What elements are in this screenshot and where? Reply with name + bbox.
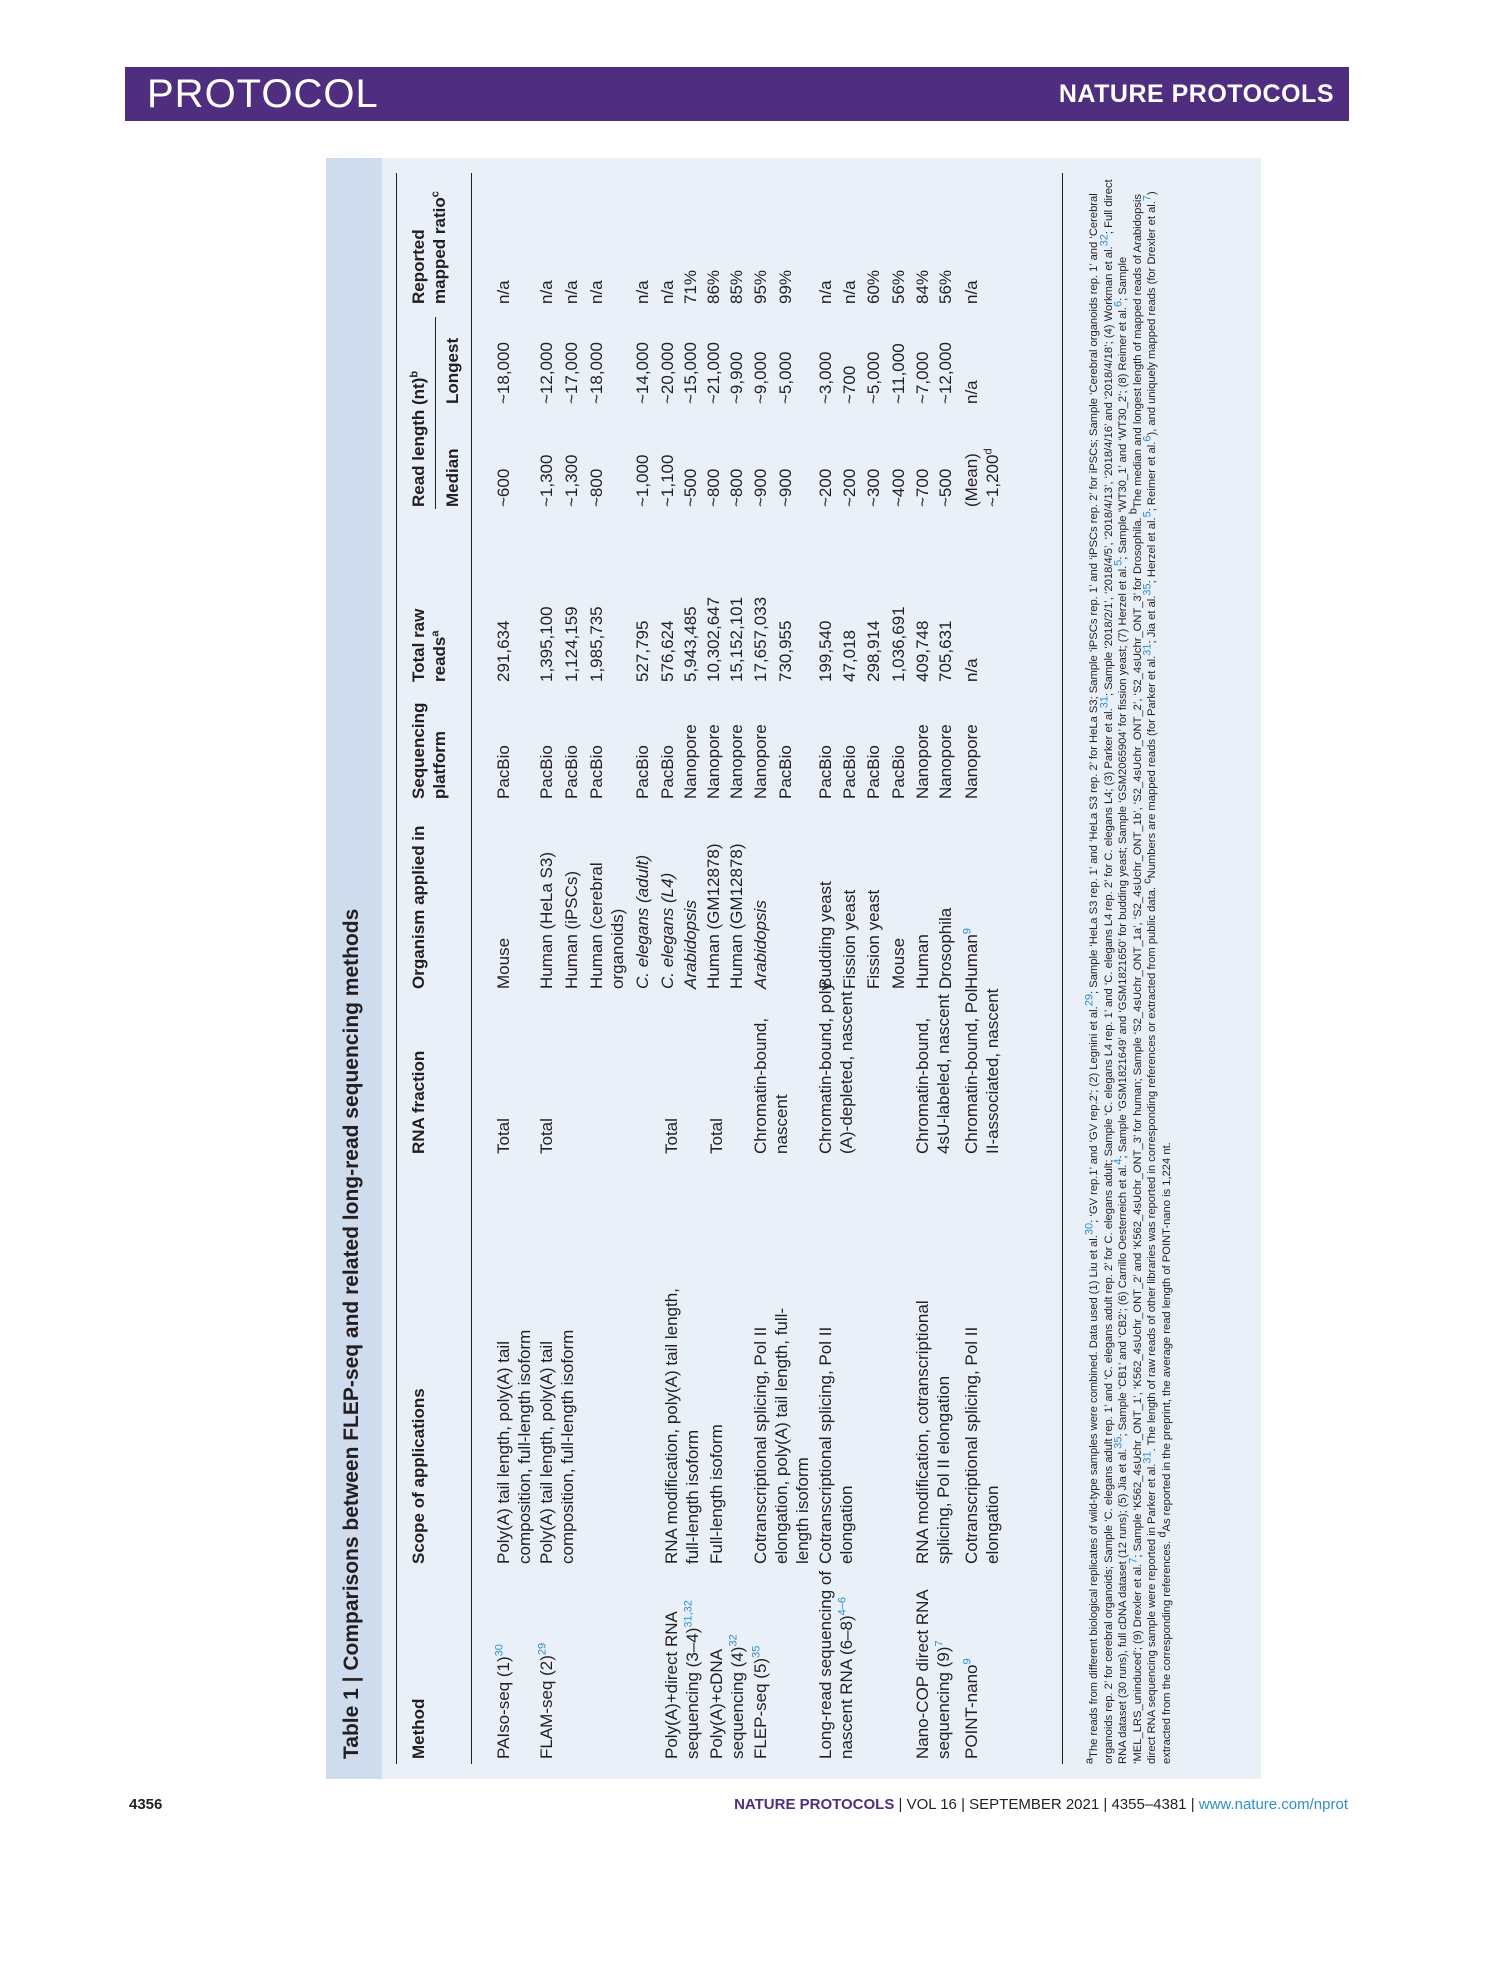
header-banner [125,67,1349,121]
fraction-flam-seq: Total [537,1118,556,1154]
method-polya-cdna: Poly(A)+cDNA sequencing (4)$^{32}$ [707,1634,747,1759]
scope-flep-seq: Cotranscriptional splicing, Pol II elongation, poly(A) tail length, full- length isoform [751,1307,812,1564]
organism: Human (GM12878) [704,843,723,989]
organism: Arabidopsis [681,900,700,989]
total-reads: 10,302,647 [704,596,723,682]
organism: Mouse [889,937,908,989]
longest-length: ~12,000 [537,342,556,404]
col-header-length: Read length (nt)$^b$ [408,370,428,507]
comparison-table [382,158,1077,1779]
col-header-fraction: RNA fraction [409,1050,428,1154]
fraction-long-read-nascent: Chromatin-bound, poly (A)-depleted, nascent [816,982,856,1154]
fraction-paiso-seq: Total [494,1118,513,1154]
fraction-point-nano: Chromatin-bound, Pol II-associated, nascent [962,988,1002,1154]
total-reads: 291,634 [494,620,513,682]
footer-journal: NATURE PROTOCOLS [734,1796,895,1813]
longest-length: ~11,000 [889,343,908,404]
col-header-reads: Total raw reads$^a$ [409,608,449,682]
mapped-ratio: n/a [658,280,677,304]
longest-length: ~18,000 [587,342,606,404]
mapped-ratio: 56% [889,269,908,304]
scope-paiso-seq: Poly(A) tail length, poly(A) tail composition, full-length isoform [494,1329,534,1564]
method-point-nano: POINT-nano$^9$ [961,1658,981,1759]
median-length: ~800 [587,468,606,507]
col-header-organism: Organism applied in [409,825,428,989]
platform: PacBio [537,745,556,799]
method-flep-seq: FLEP-seq (5)$^{35}$ [750,1645,770,1759]
median-length: ~1,000 [633,454,652,507]
mapped-ratio: n/a [562,280,581,304]
bottom-rule [1062,173,1063,1764]
platform: PacBio [587,745,606,799]
platform: PacBio [562,745,581,799]
longest-length: ~5,000 [864,351,883,404]
median-length: ~200 [816,468,835,507]
total-reads: 5,943,485 [681,606,700,682]
longest-length: ~17,000 [562,342,581,404]
median-length: ~200 [840,468,859,507]
platform: PacBio [658,745,677,799]
organism: Human (GM12878) [727,843,746,989]
mapped-ratio: n/a [840,280,859,304]
median-length: ~500 [936,468,955,507]
col-header-ratio: Reported mapped ratio$^c$ [409,191,449,304]
table-title: Table 1 | Comparisons between FLEP-seq and related long-read sequencing methods [340,908,363,1759]
organism: C. elegans (L4) [658,872,677,989]
rotated-table-panel [326,158,1261,1779]
col-header-platform: Sequencing platform [409,702,449,799]
median-length: (Mean) ~1,200$^d$ [962,448,1002,507]
total-reads: 705,631 [936,620,955,682]
organism: Human (iPSCs) [562,870,581,989]
table-footnotes [1077,158,1261,1779]
platform: Nanopore [727,724,746,799]
organism: Budding yeast [816,881,835,989]
total-reads: 1,124,159 [562,606,581,682]
longest-length: ~700 [840,365,859,404]
median-length: ~300 [864,468,883,507]
longest-length: ~5,000 [776,351,795,404]
col-header-scope: Scope of applications [409,1388,428,1564]
longest-length: ~7,000 [913,351,932,404]
platform: PacBio [889,745,908,799]
total-reads: 730,955 [776,620,795,682]
scope-point-nano: Cotranscriptional splicing, Pol II elongation [962,1326,1002,1564]
longest-length: ~14,000 [633,342,652,404]
platform: PacBio [633,745,652,799]
platform: PacBio [816,745,835,799]
footer-url-link[interactable]: www.nature.com/nprot [1198,1796,1348,1813]
col-header-longest: Longest [443,337,462,404]
total-reads: 1,985,735 [587,606,606,682]
longest-length: ~12,000 [936,342,955,404]
footer-volume: VOL 16 [906,1796,957,1813]
col-header-median: Median [443,448,462,507]
mapped-ratio: n/a [633,280,652,304]
mapped-ratio: 95% [751,269,770,304]
platform: Nanopore [681,724,700,799]
platform: PacBio [840,745,859,799]
organism: Human$^9$ [961,928,981,989]
top-rule [396,173,397,1764]
longest-length: n/a [962,380,981,404]
scope-polya-cdna: Full-length isoform [707,1424,726,1564]
organism: Human (cerebral organoids) [587,862,627,989]
longest-length: ~9,900 [727,351,746,404]
method-nano-cop: Nano-COP direct RNA sequencing (9)$^7$ [913,1589,953,1759]
journal-name: NATURE PROTOCOLS [1058,80,1334,108]
median-length: ~400 [889,468,908,507]
total-reads: 298,914 [864,620,883,682]
mapped-ratio: n/a [494,280,513,304]
organism: Drosophila [936,907,955,989]
method-polya-direct-rna: Poly(A)+direct RNA sequencing (3–4)$^{31,32}$ [662,1600,702,1759]
total-reads: 409,748 [913,620,932,682]
median-length: ~500 [681,468,700,507]
organism: Human (HeLa S3) [537,851,556,989]
scope-long-read-nascent: Cotranscriptional splicing, Pol II elongation [816,1326,856,1564]
platform: PacBio [776,745,795,799]
fraction-flep-seq: Chromatin-bound, nascent [751,1017,791,1154]
longest-length: ~20,000 [658,342,677,404]
organism: Fission yeast [840,889,859,989]
mapped-ratio: 85% [727,269,746,304]
mapped-ratio: 71% [681,269,700,304]
platform: PacBio [864,745,883,799]
total-reads: 15,152,101 [727,596,746,682]
platform: Nanopore [936,724,955,799]
mapped-ratio: n/a [962,280,981,304]
col-header-method: Method [409,1698,428,1759]
platform: PacBio [494,745,513,799]
total-reads: 527,795 [633,620,652,682]
median-length: ~600 [494,468,513,507]
page-footer: NATURE PROTOCOLS | VOL 16 | SEPTEMBER 2021 | 4355–4381 | www.nature.com/nprot [734,1796,1348,1813]
total-reads: n/a [962,658,981,682]
total-reads: 199,540 [816,620,835,682]
platform: Nanopore [751,724,770,799]
mapped-ratio: n/a [816,280,835,304]
total-reads: 17,657,033 [751,596,770,682]
longest-length: ~21,000 [704,342,723,404]
footnote-text: $^a$The reads from different biological replicates of wild-type samples were combined. Data used (1) Liu et al.$^{30}$; ‘GV rep.1’ and ‘GV rep.2’; (2) Legnini et al.$^{29}$; Sample ‘HeLa S3 rep. 1’ and ‘HeLa S3 rep. 2’ for HeLa S3; Sample ‘iPSCs rep. 1’ and ‘iPSCs rep. 2’ for iPSCs; Sample ‘Cerebral organoids rep. 1’ and ‘Cerebral organoids rep. 2’ for cerebral organoids; Sample ‘C. elegans adult rep. 1’ and ‘C. elegans adult rep. 2’ for C. elegans adult; Sample ‘C. elegans L4 rep. 1’ and ‘C. elegans L4 rep. 2’ for C. elegans L4; (3) Parker et al.$^{31}$; Sample ‘2018/2/1’, ‘2018/4/5’, ‘2018/4/13’, ‘2018/4/16’ and ‘2018/4/18’; (4) Workman et al.$^{32}$; Full direct RNA dataset (30 runs), full cDNA dataset (12 runs); (5) Jia et al.$^{35}$; Sample ‘CB1’ and ‘CB2’; (6) Carrillo Oesterreich et al.$^4$; Sample ‘GSM1821649’ and ‘GSM1821650’ for budding yeast; Sample ‘GSM2065904’ for fission yeast; (7) Herzel et al.$^5$; Sample ‘WT30_1’ and ‘WT30_2’; (8) Reimer et al.$^6$; Sample ‘MEL_LRS_uninduced’; (9) Drexler et al.$^7$; Sample ‘K562_4sUchr_ONT_1’, ‘K562_4sUchr_ONT_2’ and ‘K562_4sUchr_ONT_3’ for human; Sample ‘S2_4sUchr_ONT_1a’, ‘S2_4sUchr_ONT_1b’, ‘S2_4sUchr_ONT_2’, ‘S2_4sUchr_ONT_3’ for Drosophila. $^b$The median and longest length of mapped reads of Arabidopsis direct RNA sequencing sample were reported in Parker et al.$^{31}$. The length of raw reads of other libraries was reported in corresponding references or extracted from public data. $^c$Numbers are mapped reads (for Parker et al.$^{31}$; Jia et al.$^{35}$; Herzel et al.$^5$; Reimer et al.$^6$), and uniquely mapped reads (for Drexler et al.$^7$) extracted from the corresponding references. $^d$As reported in the preprint, the average read length of POINT-nano is 1,224 nt. [1083,179,1173,1764]
organism: Mouse [494,937,513,989]
median-length: ~800 [704,468,723,507]
organism: Human [913,934,932,989]
platform: Nanopore [913,724,932,799]
method-flam-seq: FLAM-seq (2)$^{29}$ [536,1642,556,1759]
longest-length: ~18,000 [494,342,513,404]
method-long-read-nascent: Long-read sequencing of nascent RNA (6–8)$^{4-6}$ [816,1570,856,1759]
median-length: ~900 [776,468,795,507]
scope-nano-cop: RNA modification, cotranscriptional splicing, Pol II elongation [913,1300,953,1564]
footer-date: SEPTEMBER 2021 [969,1796,1100,1813]
fraction-polya-direct-rna: Total [662,1118,681,1154]
platform: Nanopore [704,724,723,799]
scope-polya-direct-rna: RNA modification, poly(A) tail length, full-length isoform [662,1288,702,1564]
longest-length: ~15,000 [681,342,700,404]
mapped-ratio: 84% [913,269,932,304]
mapped-ratio: n/a [587,280,606,304]
mapped-ratio: 99% [776,269,795,304]
median-length: ~1,300 [562,454,581,507]
total-reads: 1,036,691 [889,606,908,682]
longest-length: ~3,000 [816,351,835,404]
mapped-ratio: n/a [537,280,556,304]
mapped-ratio: 56% [936,269,955,304]
fraction-nano-cop: Chromatin-bound, 4sU-labeled, nascent [913,994,953,1154]
total-reads: 47,018 [840,630,859,682]
section-label: PROTOCOL [147,72,379,116]
median-length: ~1,300 [537,454,556,507]
median-length: ~900 [751,468,770,507]
length-subrule [435,317,436,509]
fraction-polya-cdna: Total [707,1118,726,1154]
header-rule [471,173,472,1764]
table-title-bar [326,158,382,1779]
total-reads: 576,624 [658,620,677,682]
platform: Nanopore [962,724,981,799]
organism: C. elegans (adult) [633,854,652,989]
mapped-ratio: 86% [704,269,723,304]
organism: Arabidopsis [751,900,770,989]
page-number: 4356 [129,1796,163,1813]
footer-pages: 4355–4381 [1111,1796,1187,1813]
organism: Fission yeast [864,889,883,989]
total-reads: 1,395,100 [537,606,556,682]
mapped-ratio: 60% [864,269,883,304]
longest-length: ~9,000 [751,351,770,404]
median-length: ~1,100 [658,454,677,507]
median-length: ~700 [913,468,932,507]
scope-flam-seq: Poly(A) tail length, poly(A) tail composition, full-length isoform [537,1329,577,1564]
method-paiso-seq: PAIso-seq (1)$^{30}$ [493,1644,513,1759]
median-length: ~800 [727,468,746,507]
